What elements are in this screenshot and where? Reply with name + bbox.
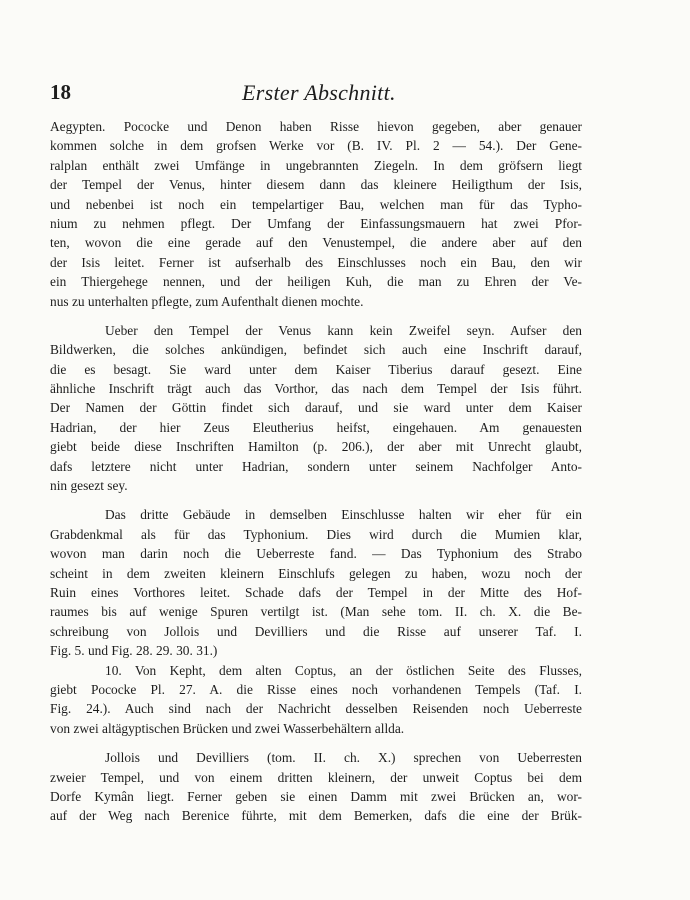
text-line: Ueber den Tempel der Venus kann kein Zweifel seyn. Aufser den (105, 322, 582, 338)
running-title: Erster Abschnitt. (242, 80, 396, 105)
paragraph-5 (50, 748, 582, 826)
text-line: scheint in dem zweiten kleinern Einschlufs gelegen zu haben, wozu noch der (50, 565, 582, 581)
text-line: zweier Tempel, und von einem dritten kleinern, der unweit Coptus bei dem (50, 769, 582, 785)
page-number: 18 (50, 80, 71, 104)
text-line: Hadrian, der hier Zeus Eleutherius heifst, eingehauen. Am genauesten (50, 419, 582, 435)
text-line: und nebenbei ist noch ein tempelartiger Bau, welchen man für das Typho- (50, 196, 582, 212)
text-line: nus zu unterhalten pflegte, zum Aufenthalt dienen mochte. (50, 293, 364, 309)
text-line: ähnliche Inschrift trägt auch das Vorthor, das nach dem Tempel der Isis führt. (50, 381, 582, 397)
text-line: ralplan enthält zwei Umfänge in ungebrannten Ziegeln. In dem gröfsern liegt (50, 157, 582, 173)
text-line: Aegypten. Pococke und Denon haben Risse hievon gegeben, aber genauer (50, 119, 582, 134)
text-line: kommen solche in dem grofsen Werke vor (B. IV. Pl. 2 — 54.). Der Gene- (50, 138, 582, 154)
text-line: auf der Weg nach Berenice führte, mit dem Bemerken, dafs die eine der Brük- (50, 808, 582, 824)
page-header (50, 80, 590, 110)
body-text (50, 117, 582, 826)
paragraph-3 (50, 505, 582, 660)
text-line: Ruin eines Vorthores leitet. Schade dafs der Tempel in der Mitte des Hof- (50, 584, 582, 600)
text-line: Grabdenkmal als für das Typhonium. Dies wird durch die Mumien klar, (50, 526, 582, 542)
paragraph-2 (50, 321, 582, 496)
text-line: Fig. 24.). Auch sind nach der Nachricht desselben Reisenden noch Ueberreste (50, 701, 582, 717)
text-line: giebt Pococke Pl. 27. A. die Risse eines noch vorhandenen Tempels (Taf. I. (50, 681, 582, 697)
text-line: die es besagt. Sie ward unter dem Kaiser Tiberius darauf gesezt. Eine (50, 361, 582, 377)
text-line: Bildwerken, die solches ankündigen, befindet sich auch eine Inschrift darauf, (50, 342, 582, 358)
text-line: Fig. 5. und Fig. 28. 29. 30. 31.) (50, 643, 218, 659)
text-line: ten, wovon die eine gerade auf den Venustempel, die andere aber auf den (50, 235, 582, 251)
text-line: schreibung von Jollois und Devilliers und die Risse auf unserer Taf. I. (50, 623, 582, 639)
text-line: nium zu nehmen pflegt. Der Umfang der Einfassungsmauern hat zwei Pfor- (50, 215, 582, 231)
text-line: der Isis leitet. Ferner ist aufserhalb des Einschlusses noch ein Bau, den wir (50, 254, 582, 270)
text-line: dafs letztere nicht unter Hadrian, sondern unter seinem Nachfolger Anto- (50, 458, 582, 474)
text-line: von zwei altägyptischen Brücken und zwei Wasserbehältern allda. (50, 720, 405, 736)
text-line: nin gesezt sey. (50, 478, 128, 494)
text-line: giebt beide diese Inschriften Hamilton (p. 206.), der aber mit Unrecht glaubt, (50, 439, 582, 455)
paragraph-1 (50, 117, 582, 311)
text-line: Dorfe Kymân liegt. Ferner geben sie einen Damm mit zwei Brücken an, wor- (50, 788, 582, 804)
text-line: der Tempel der Venus, hinter diesem dann das kleinere Heiligthum der Isis, (50, 177, 582, 193)
text-line: 10. Von Kepht, dem alten Coptus, an der östlichen Seite des Flusses, (105, 662, 582, 678)
text-line: ein Thiergehege nennen, und der heiligen Kuh, die man zu Ehren der Ve- (50, 274, 582, 290)
text-line: wovon man darin noch die Ueberreste fand. — Das Typhonium des Strabo (50, 546, 582, 562)
paragraph-4 (50, 661, 582, 739)
text-line: Der Namen der Göttin findet sich darauf, und sie ward unter dem Kaiser (50, 400, 582, 416)
text-line: raumes bis auf wenige Spuren vertilgt ist. (Man sehe tom. II. ch. X. die Be- (50, 604, 582, 620)
text-line: Das dritte Gebäude in demselben Einschlusse halten wir eher für ein (105, 507, 582, 523)
text-line: Jollois und Devilliers (tom. II. ch. X.) sprechen von Ueberresten (105, 750, 582, 766)
